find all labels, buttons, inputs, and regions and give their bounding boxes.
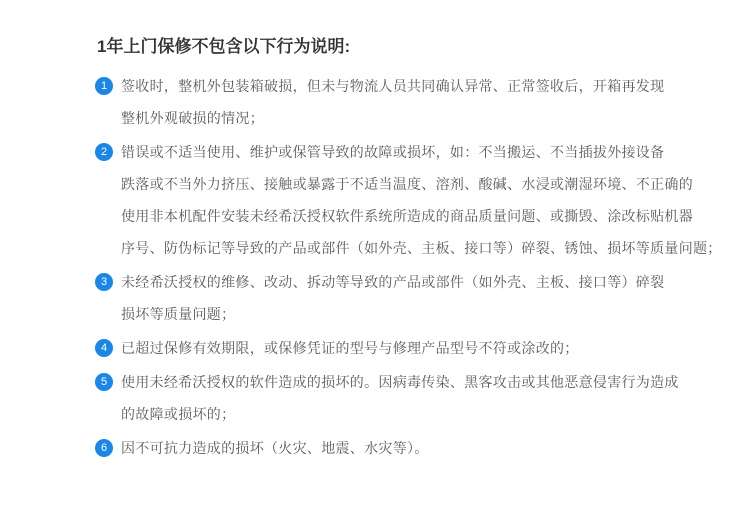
list-item (95, 332, 720, 364)
exclusion-item-list (95, 70, 720, 464)
item-number-badge: 6 (95, 439, 113, 457)
item-number-badge: 1 (95, 77, 113, 95)
item-line: 签收时，整机外包装箱破损，但未与物流人员共同确认异常、正常签收后，开箱再发现 (121, 78, 665, 94)
item-line: 损坏等质量问题； (121, 306, 236, 322)
item-text (121, 136, 720, 264)
item-number-badge: 5 (95, 373, 113, 391)
list-item (95, 432, 720, 464)
item-line: 错误或不适当使用、维护或保管导致的故障或损坏，如：不当搬运、不当插拔外接设备 (121, 144, 665, 160)
item-text (121, 70, 664, 134)
item-line: 使用未经希沃授权的软件造成的损坏的。因病毒传染、黑客攻击或其他恶意侵害行为造成 (121, 374, 679, 390)
list-item (95, 136, 720, 264)
list-item (95, 70, 720, 134)
item-line: 已超过保修有效期限，或保修凭证的型号与修理产品型号不符或涂改的； (121, 340, 579, 356)
item-text (121, 432, 429, 464)
item-text (121, 332, 579, 364)
item-line: 序号、防伪标记等导致的产品或部件（如外壳、主板、接口等）碎裂、锈蚀、损坏等质量问题； (121, 240, 722, 256)
item-number-badge: 4 (95, 339, 113, 357)
list-item (95, 266, 720, 330)
item-line: 的故障或损坏的； (121, 406, 236, 422)
item-line: 整机外观破损的情况； (121, 110, 264, 126)
item-text (121, 266, 664, 330)
item-number-badge: 3 (95, 273, 113, 291)
list-item (95, 366, 720, 430)
item-line: 跌落或不当外力挤压、接触或暴露于不适当温度、溶剂、酸碱、水浸或潮湿环境、不正确的 (121, 176, 693, 192)
item-line: 未经希沃授权的维修、改动、拆动等导致的产品或部件（如外壳、主板、接口等）碎裂 (121, 274, 665, 290)
item-text (121, 366, 679, 430)
page-title: 1年上门保修不包含以下行为说明: (97, 37, 351, 56)
item-line: 因不可抗力造成的损坏（火灾、地震、水灾等）。 (121, 440, 429, 456)
item-number-badge: 2 (95, 143, 113, 161)
item-line: 使用非本机配件安装未经希沃授权软件系统所造成的商品质量问题、或撕毁、涂改标贴机器 (121, 208, 693, 224)
